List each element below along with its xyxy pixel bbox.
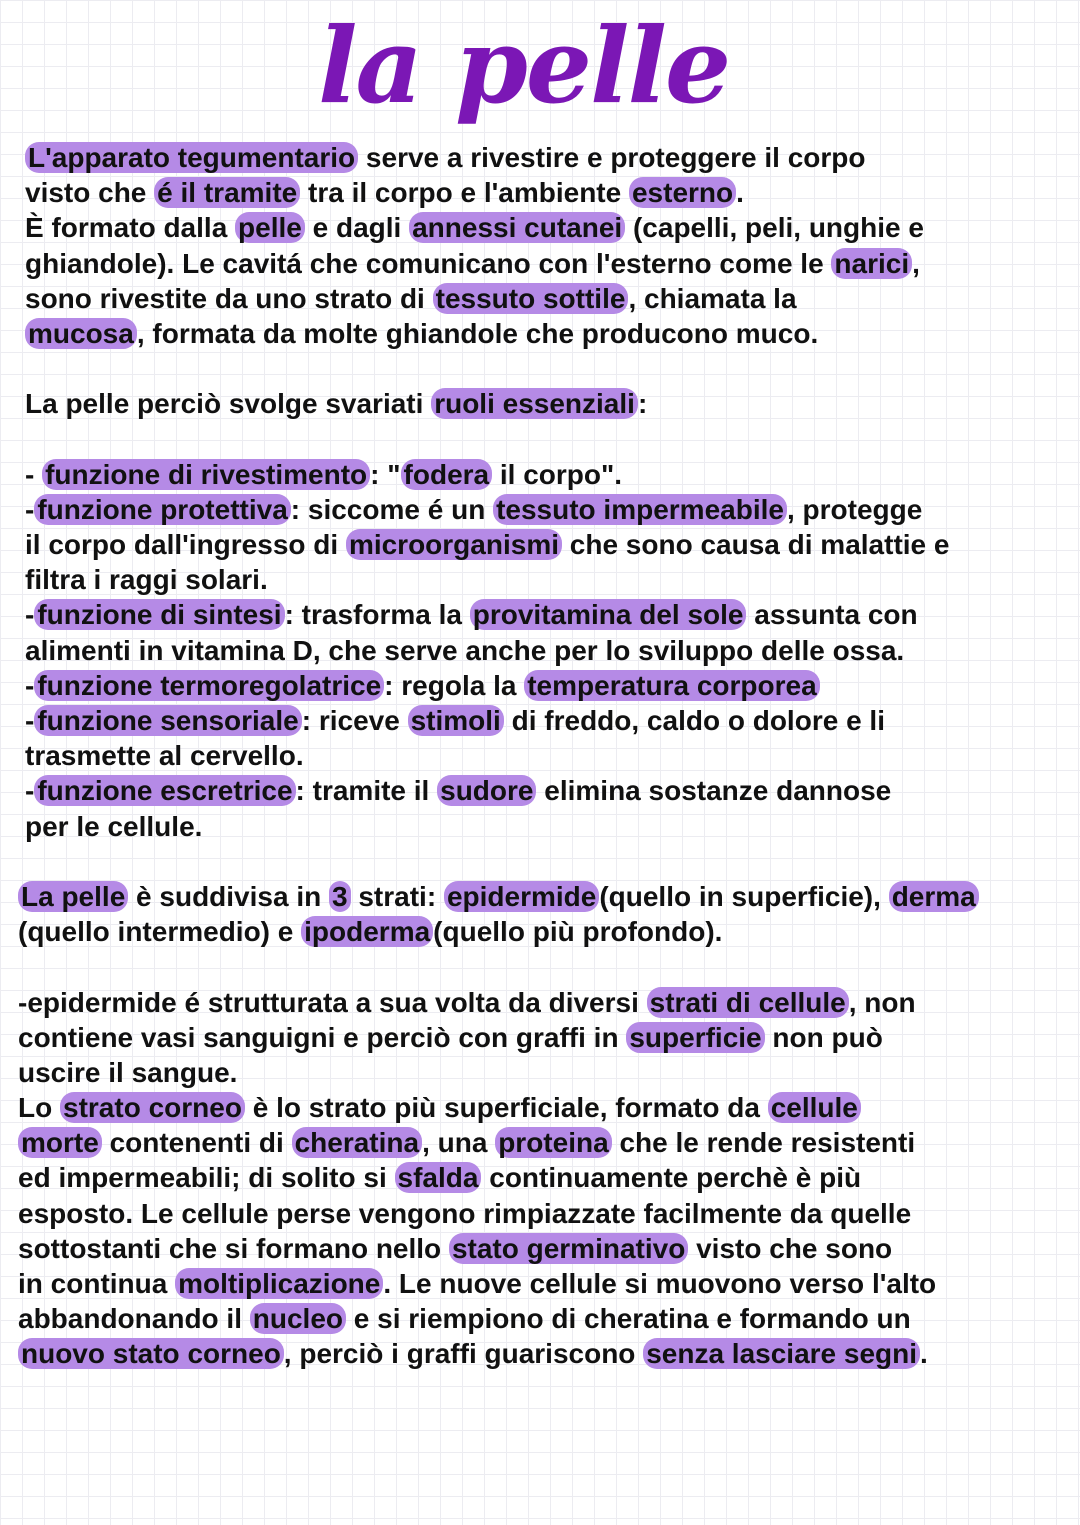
text-segment: - — [25, 458, 43, 490]
section-1 — [0, 140, 1080, 844]
highlighted-term: pelle — [235, 212, 305, 243]
highlighted-term: esterno — [629, 177, 736, 208]
highlighted-term: ipoderma — [301, 916, 433, 947]
notes-body — [0, 140, 1080, 1372]
highlighted-term: stimoli — [408, 705, 504, 736]
text-segment: : tramite il — [295, 775, 438, 807]
highlighted-term: sfalda — [395, 1162, 482, 1193]
text-segment: (quello in superficie), — [599, 880, 889, 912]
highlighted-term: microorganismi — [346, 529, 562, 560]
text-segment: : siccome é un — [290, 493, 494, 525]
text-segment: visto che sono — [688, 1232, 893, 1264]
text-segment: trasmette al cervello. — [25, 740, 304, 772]
text-segment: : " — [370, 458, 401, 490]
text-line — [0, 527, 1080, 562]
text-line — [0, 246, 1080, 281]
text-segment: il corpo dall'ingresso di — [25, 529, 346, 561]
text-line — [0, 1301, 1080, 1336]
highlighted-term: temperatura corporea — [524, 670, 819, 701]
paragraph — [0, 879, 1080, 949]
text-segment: - — [25, 599, 35, 631]
highlighted-term: morte — [18, 1127, 102, 1158]
text-segment: - — [25, 775, 35, 807]
text-segment: abbandonando il — [18, 1303, 250, 1335]
text-line — [0, 879, 1080, 914]
text-segment: serve a rivestire e proteggere il corpo — [358, 142, 866, 173]
section-2 — [0, 879, 1080, 1372]
highlighted-term: proteina — [495, 1127, 611, 1158]
text-segment: che sono causa di malattie e — [562, 529, 950, 561]
paragraph — [0, 457, 1080, 844]
highlighted-term: funzione sensoriale — [34, 705, 301, 736]
highlighted-term: provitamina del sole — [470, 599, 747, 630]
text-line — [0, 140, 1080, 175]
text-segment: elimina sostanze dannose — [536, 775, 892, 807]
text-segment: Lo — [18, 1092, 60, 1124]
highlighted-term: cellule — [768, 1092, 861, 1123]
page-title: la pelle — [318, 4, 730, 127]
text-segment: (quello più profondo). — [433, 916, 723, 948]
text-segment: visto che — [25, 177, 155, 209]
text-segment: è lo strato più superficiale, formato da — [244, 1092, 768, 1124]
text-line — [0, 738, 1080, 773]
highlighted-term: strato corneo — [60, 1092, 245, 1123]
text-line — [0, 1125, 1080, 1160]
text-segment: . — [920, 1338, 928, 1370]
highlighted-term: ruoli essenziali — [431, 388, 638, 419]
text-segment: e dagli — [304, 212, 410, 244]
highlighted-term: La pelle — [18, 881, 128, 912]
highlighted-term: senza lasciare segni — [643, 1338, 920, 1369]
text-segment: - — [25, 493, 35, 525]
text-line — [0, 492, 1080, 527]
highlighted-term: fodera — [401, 459, 493, 490]
highlighted-term: sudore — [437, 775, 536, 806]
highlighted-term: tessuto sottile — [433, 283, 629, 314]
highlighted-term: cheratina — [292, 1127, 423, 1158]
text-line — [0, 316, 1080, 351]
text-segment: : — [637, 388, 648, 420]
text-segment: ghiandole). Le cavitá che comunicano con l'esterno come le — [25, 247, 832, 279]
text-segment: in continua — [18, 1268, 176, 1299]
text-segment: filtra i raggi solari. — [25, 564, 268, 596]
highlighted-term: tessuto impermeabile — [493, 494, 787, 525]
text-line — [0, 1090, 1080, 1125]
text-line — [0, 210, 1080, 245]
text-segment: , — [912, 247, 920, 279]
text-segment: non può — [764, 1021, 883, 1053]
text-segment: (quello intermedio) e — [18, 916, 302, 948]
highlighted-term: funzione di rivestimento — [42, 459, 370, 490]
highlighted-term: derma — [889, 881, 979, 912]
text-segment: - — [25, 705, 35, 736]
text-segment: - — [25, 669, 35, 701]
text-segment: , perciò i graffi guariscono — [283, 1338, 644, 1370]
text-line — [0, 633, 1080, 668]
text-segment: sono rivestite da uno strato di — [25, 282, 433, 314]
text-segment: uscire il sangue. — [18, 1056, 238, 1088]
highlighted-term: funzione protettiva — [34, 494, 290, 525]
text-line — [0, 281, 1080, 316]
highlighted-term: L'apparato tegumentario — [25, 142, 358, 173]
text-segment: per le cellule. — [25, 810, 203, 842]
text-line — [0, 809, 1080, 844]
text-segment: . — [736, 177, 744, 209]
text-segment: È formato dalla — [25, 212, 236, 244]
text-segment: , non — [848, 986, 916, 1018]
text-line — [0, 668, 1080, 703]
text-segment: e si riempiono di cheratina e formando un — [346, 1303, 911, 1335]
text-segment: esposto. Le cellule perse vengono rimpiazzate facilmente da quelle — [18, 1197, 912, 1229]
text-line — [0, 773, 1080, 808]
text-segment: , formata da molte ghiandole che producono muco. — [136, 317, 819, 349]
text-line — [0, 1266, 1080, 1301]
highlighted-term: funzione termoregolatrice — [34, 670, 384, 701]
text-line — [0, 703, 1080, 738]
text-line — [0, 457, 1080, 492]
text-segment: contenenti di — [101, 1127, 292, 1159]
text-segment: : trasforma la — [284, 599, 470, 631]
text-segment: strati: — [350, 880, 444, 912]
highlighted-term: epidermide — [444, 881, 599, 912]
text-segment: -epidermide é strutturata a sua volta da diversi — [18, 986, 647, 1018]
highlighted-term: moltiplicazione — [175, 1268, 383, 1299]
text-segment: tra il corpo e l'ambiente — [300, 177, 629, 209]
text-segment: sottostanti che si formano nello — [18, 1232, 449, 1264]
highlighted-term: stato germinativo — [449, 1233, 688, 1264]
text-line — [0, 1336, 1080, 1371]
highlighted-term: funzione di sintesi — [34, 599, 284, 630]
text-line — [0, 1160, 1080, 1195]
text-segment: La pelle perciò svolge svariati — [25, 388, 432, 420]
text-segment: continuamente perchè è più — [481, 1162, 862, 1194]
highlighted-term: funzione escretrice — [34, 775, 295, 806]
highlighted-term: 3 — [329, 881, 351, 912]
text-line — [0, 597, 1080, 632]
text-segment: , una — [422, 1127, 496, 1159]
highlighted-term: é il tramite — [154, 177, 300, 208]
paragraph — [0, 140, 1080, 351]
text-segment: , chiamata la — [628, 282, 797, 314]
text-segment: , protegge — [786, 493, 923, 525]
text-line — [0, 1055, 1080, 1090]
highlighted-term: nucleo — [250, 1303, 346, 1334]
highlighted-term: mucosa — [25, 318, 137, 349]
text-line — [0, 1231, 1080, 1266]
text-segment: (capelli, peli, unghie e — [625, 212, 924, 244]
text-line — [0, 914, 1080, 949]
text-line — [0, 175, 1080, 210]
text-line — [0, 562, 1080, 597]
text-line — [0, 985, 1080, 1020]
highlighted-term: annessi cutanei — [409, 212, 625, 243]
text-segment: assunta con — [746, 599, 918, 631]
text-segment: . Le nuove cellule si muovono verso l'alto — [383, 1268, 937, 1299]
text-segment: alimenti in vitamina D, che serve anche per lo sviluppo delle ossa. — [25, 634, 905, 666]
text-segment: contiene vasi sanguigni e perciò con graffi in — [18, 1021, 627, 1053]
text-segment: : riceve — [301, 705, 408, 736]
text-segment: di freddo, caldo o dolore e li — [503, 705, 885, 736]
paragraph — [0, 985, 1080, 1372]
paragraph — [0, 386, 1080, 421]
text-segment: : regola la — [384, 669, 525, 701]
highlighted-term: narici — [831, 248, 912, 279]
highlighted-term: strati di cellule — [647, 987, 849, 1018]
highlighted-term: nuovo stato corneo — [18, 1338, 284, 1369]
text-line — [0, 1020, 1080, 1055]
text-line — [0, 1196, 1080, 1231]
text-line — [0, 386, 1080, 421]
text-segment: il corpo". — [492, 458, 623, 490]
text-segment: che le rende resistenti — [611, 1127, 916, 1159]
highlighted-term: superficie — [626, 1022, 764, 1053]
text-segment: è suddivisa in — [128, 880, 329, 912]
text-segment: ed impermeabili; di solito si — [18, 1162, 395, 1194]
